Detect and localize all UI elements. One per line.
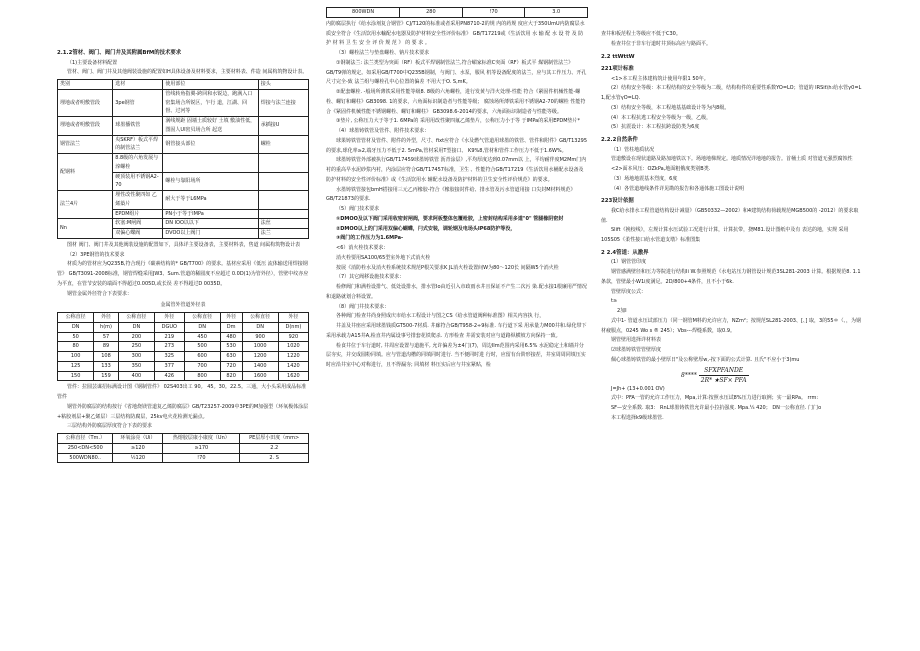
table-cell: 150 xyxy=(58,371,94,381)
table-cell xyxy=(258,154,308,173)
table-cell: 央SKRF）板式平焊的制管法兰 xyxy=(113,135,163,154)
table-cell: 1600 xyxy=(242,371,278,381)
table-cell: 280 xyxy=(400,8,463,18)
paragraph: 钢管感满壁径和压力等院进行结构Ii W.参照规范《水电站压力钢管设计规范3SL281-2003 计算。根据规范8. 1.1条款，管壁最小W1i度满足。2D/800+4条件，且不小于6k. xyxy=(601,269,861,285)
paragraph: 检食井位于车行道时, 井周应设置与道施平, 允许偏差为±4门(7)，周边IIm范围内采用6.5% 水泥稳定土和墙并分层夯实，并交成圆粉同填。应与管道沟槽的同填同时进行. 当不便同时进 行时，应留有台阶形接茬，井室周周同填压实时应沿井室中心对称进行，且不得漏夯; 同填材 料压实后应与井室紧贴，检 xyxy=(326,342,586,368)
table-row xyxy=(58,443,309,453)
table-header: DGUO xyxy=(155,322,184,332)
table-row xyxy=(58,191,309,210)
table-header: 公称直径 xyxy=(242,313,278,323)
table-row xyxy=(58,371,309,381)
table-cell: 400 xyxy=(118,371,154,381)
table-cell: 1200 xyxy=(242,352,278,362)
table-header: DN xyxy=(242,322,278,332)
table-cell: 承插接U xyxy=(258,117,308,136)
formula-fraction xyxy=(699,366,749,385)
table-cell xyxy=(163,154,258,173)
table-header: Dm xyxy=(220,322,242,332)
paragraph: 球果铸铁管管材及管件、附件的外型，尺寸、fixt应符合《水及燃气管道用球墨的铁管、管件和附件》GB/T13295的要求,球化率≥2,端牙压力不低于2. 5mPa,管材采用T型接口、 K9%8,管材和管件工作压力不低于1.6W%。 xyxy=(326,137,588,154)
table-cell: DVOO以上阀门 xyxy=(163,229,258,239)
paragraph: 式中1- 管道水压试部压力（同一钢管M料的允许应力，NZm²；按规范SL281-2003、[、] 取，3的55＊（、，为钢材疲服点，0245 Wo s ® 245）；Vbs---焊缝系数，取0.9。 xyxy=(601,317,861,334)
table-cell: 2.2 xyxy=(240,443,309,453)
coating-thickness-table xyxy=(57,433,309,463)
table-header-row xyxy=(58,434,309,444)
table-cell: 3pe钢管 xyxy=(113,89,163,116)
paragraph: 内防腐层执行《给水涂剂复合钢管》CJ/T120的标准或者采用PN8710-2的规 内的药规 度应大于350UmU内防腐层水质安全符合《生活饮用水輸配水电器及防护材料安全性评价标准》 GB/T17219或《生活饮用 水 输 配 水 设 符 及 防 护 材 料 卫 生 安 全 评 价 规 范 》 的 要 求 。 xyxy=(326,20,585,47)
table-cell: 螺栓 xyxy=(258,135,308,154)
table-cell: 426 xyxy=(155,371,184,381)
table-cell: 1420 xyxy=(278,361,308,371)
paragraph: 水墨铸铁管接包bmH搭接用三元乙丙橡胶-符合《橡胶接封件给、排水管及污水管道用接 口尖封M材料规范》GB/T21873的要求. xyxy=(326,186,576,203)
table-row xyxy=(58,332,309,342)
table-header: 类别 xyxy=(58,80,113,90)
table-cell: 450 xyxy=(184,332,220,342)
formula-numerator: SFXPFANDE xyxy=(699,366,749,376)
table-header: DN xyxy=(118,322,154,332)
paragraph: 式中：PFA一管的允许工作压力，Mpa,计算:按照水压试8%压力进行取例；实一最RPa。 rrm: xyxy=(611,395,819,402)
wall-thickness-formula xyxy=(601,366,863,385)
paragraph: ②DMOO以上的门采用双偏心蝴蝶，闩式安装，调轮钢及电场头IP68防护等没， xyxy=(336,225,516,232)
table-row xyxy=(58,352,309,362)
paragraph: （3）场地地震基本烈度，6度 xyxy=(611,175,678,182)
table-header: 公称直径 xyxy=(58,313,94,323)
table-cell: 埋地或者明敷管段 xyxy=(58,89,113,116)
table-cell: 软塞:M闸阀 xyxy=(113,219,163,229)
column-middle xyxy=(326,6,588,371)
formula-line: t≥ xyxy=(611,298,618,305)
subheading: ⑵球墨铸铁管管壁厚度 xyxy=(611,347,662,354)
material-config-table xyxy=(57,79,309,239)
table-cell: ≥170 xyxy=(163,443,240,453)
table-row xyxy=(58,117,309,136)
table-cell: !70 xyxy=(163,453,240,463)
table-cell: PN小于等于IMPa xyxy=(163,209,258,219)
table-header: 外径 xyxy=(155,313,184,323)
subheading: （2）3PE钢管的技术要求 xyxy=(67,251,125,258)
table-cell xyxy=(258,191,308,210)
table-cell: 700 xyxy=(184,361,220,371)
paragraph: Slift《挽校线》，左规计算水压试验工况进行计算，计算抗带，挠M81.设计图纸中及有 表达的地，实规 采用105S05《柔性接口给水管道支墩》标准图集 xyxy=(601,227,849,244)
paragraph: ①DMOO及以下阀门采用收密封闸阀，要求阿板整体包覆枪胶，上密封结构采用多道"0" 管腿橡阴密封 xyxy=(336,215,564,222)
table-cell: 1620 xyxy=(278,371,308,381)
paragraph: 管道敷设在现状道路及路加地铁以下。场地地梯规定。地质情况详地地的报告。首桶土质 对管道无强烈腐蚀性 xyxy=(611,156,853,163)
table-cell: 300 xyxy=(118,352,154,362)
paragraph: 消火栓要用SA100/65型室外地下式消火栓 xyxy=(336,254,431,261)
table-cell: 满线规距 固墙土质较好 土填 敷油性低，图固人UI密贝场合所 起送 xyxy=(163,117,258,136)
table-cell xyxy=(258,209,308,219)
table-cell: 1400 xyxy=(242,361,278,371)
paragraph: 我C给水排水工程管道结构设计减量》（GB50332—2002）和4建筑结构荷载规范MGB500的 -2012）的要求取值. xyxy=(601,207,859,224)
pipe-diameter-table xyxy=(57,312,309,381)
table-cell: 89 xyxy=(94,342,119,352)
table-cell: 920 xyxy=(278,332,308,342)
section-heading: 2.2.2自然条件 xyxy=(601,137,638,144)
section-heading: 223设计依据 xyxy=(601,198,634,205)
paragraph: SF—安全系数. 取3： RnL球墨铸铁管允许最小拉抗强度. Mpa.¼ 420； DN一公称直径. 门门o xyxy=(611,405,822,412)
subheading: （4）球墨铸铁管及管件、附件技术要求： xyxy=(336,128,430,134)
table-cell: 250 xyxy=(118,342,154,352)
table-header-row xyxy=(58,313,309,323)
table-row xyxy=(58,453,309,463)
subheading: （1)主要设备材料配置 xyxy=(67,59,118,66)
table-cell: 100 xyxy=(58,352,94,362)
table-cell: EPDM组片 xyxy=(113,209,163,219)
table-row xyxy=(58,89,309,116)
paragraph: (5）抗震设计：本工程抗跨设防类为6度 xyxy=(611,124,700,131)
table-cell: 273 xyxy=(155,342,184,352)
paragraph: (3）结构安全等级，本工程地基基础设计等为内8级。 xyxy=(611,104,730,111)
table-cell: 480 xyxy=(220,332,242,342)
table-cell: 108 xyxy=(94,352,119,362)
table-cell: 630 xyxy=(220,352,242,362)
table-cell: 500 xyxy=(184,342,220,352)
table-header: 外径 xyxy=(220,313,242,323)
table-cell: 钢管法兰 xyxy=(58,135,113,154)
paragraph: 检查井位于非车行道时井顶标高应与路面平。 xyxy=(611,40,712,47)
paragraph: 球墨铸铁管外部被执行GB/T17459球墨铸铁管 沥青涂层》,平均厚度达到0.07mm以 上，平均耐伴度M2Mm门内衬的重高早水泥砂浆内衬，内涂层应符合GB/T17457标准，卫生 、性能符合GB/T17219《生活饮用水桶配水设备及防护材料的安全性评价标准》或《生活饮用水 辅配水设备及防护材料的卫生安全性评价规范》的要求。 xyxy=(326,157,587,183)
table-cell: 球墨播铁管 xyxy=(113,117,163,136)
table-cell: 900 xyxy=(242,332,278,342)
table-cell: 螺栓与靠阳场所 xyxy=(163,172,258,191)
table-caption: 金属管外管道外径表 xyxy=(160,302,206,309)
table-row xyxy=(58,135,309,154)
table-header: 外径 xyxy=(94,313,119,323)
table-cell: 法兰4片 xyxy=(58,191,113,219)
section-heading: 2.2 ttWttW xyxy=(601,53,635,60)
table-cell: 820 xyxy=(220,371,242,381)
paragraph: 管材、阀门、阀门井及其他阀装设施的配置如H具体设备及材料要求，主要材料表、件造 间属构筑物设计表。 xyxy=(67,69,308,76)
paragraph: (4）本工程抗逃工程安全等级为一级，乙级， xyxy=(611,114,712,121)
paragraph: 图材 阀门、阀门井及其他阀装设施的配置如下，具体详主要设备表，主要材料表，售道 间属构筑物设计表 xyxy=(67,241,301,248)
paragraph: ②配套螺栓. -般场所薄铁采用性能等级8. 8级的六角螺栓，进行发黄与洋火处理-性能 符合《紧固件机械性能-螺栓、螺钉和螺柱》GB3098. 1的要求，六角面标识制造者与性能等级； 腐蚀场所薄铁采用不锈钢A2-70的螺栓 性能符合《紧固件机械性能不锈钢螺栓、螺钉和螺柱》 GB3098.6-2014的要求，六角面标识制造者与性能等级。 xyxy=(326,89,586,115)
paragraph: 井盖及井座应采用球墨钱质GT500-7材质. 井廊符合GB/T958-2÷9标准. 车行道下采 用承量力M00井和.绿化带下采用承载力A15井A,检直井内属设事号排套花铁爬杀. 方形检查 井需安装对应与道路纵横坡方向保持一致。 xyxy=(326,323,587,339)
table-row xyxy=(327,8,588,18)
table-header: 公称直径 xyxy=(184,313,220,323)
table-header: h(m) xyxy=(94,322,119,332)
formula-line: 2加I xyxy=(617,308,627,315)
table-cell: 法兰 xyxy=(258,229,308,239)
table-header: 环氧涂亮（Ui） xyxy=(113,434,163,444)
subheading: （3）螺栓法兰与垫盘螺栓、钠片技术要求 xyxy=(336,50,430,56)
paragraph: 佩心球墨铸铁管的最小壁厚日"及公称壁厚w,-按下面的公式计算. 且氏"不应小于3(mu xyxy=(611,356,800,363)
table-header: D(nm) xyxy=(278,322,308,332)
paragraph: ③阀门的工作压力为1.6MPa- xyxy=(336,235,404,242)
table-row xyxy=(58,154,309,173)
table-cell: ≥120 xyxy=(113,443,163,453)
table-cell: 350 xyxy=(118,361,154,371)
table-cell: 600 xyxy=(184,352,220,362)
subheading: （5）阀门技术要求 xyxy=(336,206,380,212)
table-cell: 硬顶装用不锈钢A2-70 xyxy=(113,172,163,191)
table-cell: 配钢料 xyxy=(58,154,113,191)
table-cell: 800WDN xyxy=(327,8,400,18)
table-cell: 埋性改性聚四如 乙烯築片 xyxy=(113,191,163,210)
formula-denominator: 2R* ★SF× PFA xyxy=(700,376,747,384)
section-heading: 2.1.2管材、阀门、阀门井及其附属BfM的技术要求 xyxy=(57,50,182,56)
table-cell: 500WDN80.. xyxy=(58,453,113,463)
table-cell: 200 xyxy=(118,332,154,342)
paragraph: 钢管外防腐层的结构按行《省地烧镁管道复乙烯防腐层》GB/T23257-2009中3PE的M加强型（环氧极体涂层+粘胶剂层+聚乙烯层）三层结构防腐层，25kv电火花检测无漏点。 xyxy=(57,403,309,420)
paragraph: 各种阀门检查井尚身照成庆市给水工程设计与图之CS《给水管道阀种标准图》相关内容执 行， xyxy=(336,313,545,320)
column-left xyxy=(57,46,309,465)
table-cell: 125 xyxy=(58,361,94,371)
table-cell: 8.8级的六角发展与淳螺栓 xyxy=(113,154,163,173)
paragraph: 钢管金属外径符合下表要求： xyxy=(67,290,133,297)
table-cell: 1020 xyxy=(278,342,308,352)
table-header: 接头 xyxy=(258,80,308,90)
subheading: <6）消火栓技术要求： xyxy=(336,245,389,251)
table-cell: 1220 xyxy=(278,352,308,362)
coating-thickness-table-continued xyxy=(326,7,588,18)
table-cell: 80 xyxy=(58,342,94,352)
table-row xyxy=(58,342,309,352)
table-header: DN xyxy=(58,322,94,332)
subheading: （7）其它阀移设施技术要求： xyxy=(336,274,405,281)
table-cell: DN IOO以以下 xyxy=(163,219,258,229)
table-cell: 57 xyxy=(94,332,119,342)
section-heading: 2 2.4管道：从激界 xyxy=(601,249,649,256)
table-header: 使用部位 xyxy=(163,80,258,90)
table-header: 热熔胶层康小康度（Un） xyxy=(163,434,240,444)
table-header: 公称直径（Tm.） xyxy=(58,434,113,444)
column-right xyxy=(601,30,863,424)
table-row xyxy=(58,361,309,371)
table-cell: 159 xyxy=(94,371,119,381)
table-header: 外径 xyxy=(278,313,308,323)
table-cell: 管线转角指翼-跨回和水锐边，跑满入口密集场合所锐区，乍行 道，江湖、回督、过河等 xyxy=(163,89,258,116)
table-header: 公称直径 xyxy=(118,313,154,323)
table-header: 选材 xyxy=(113,80,163,90)
table-cell: 耐大于等于L6MPa xyxy=(163,191,258,210)
subheading: （8）阀门井技术要求： xyxy=(336,303,390,310)
paragraph: 三层结构外防腐层厚度符合下表的要求 xyxy=(67,423,153,430)
table-cell: !70 xyxy=(462,8,525,18)
table-cell: 2. S xyxy=(240,453,309,463)
paragraph: 材质为的管材应为Q235B,符合现行《碳素结构的* GB/T700》的要求。基材应采用《低压 流体输送用焊接钢管》 GB/T3091-2008标准，钢管焊缝采用JW3、Sum.管道的稀圆度不应超过 0.0D(1)为管外径），管壁中纹亦应为平直，在管节安装的端面不得超过0.005D,或长误 差不得超过D 0035D。 xyxy=(57,261,309,287)
table-cell: 219 xyxy=(155,332,184,342)
table-header-row xyxy=(58,80,309,90)
table-header-row xyxy=(58,322,309,332)
table-header: PE层厚小田度（mm> xyxy=(240,434,309,444)
paragraph: 查井和板范程土等级应不低于C30。 xyxy=(601,31,681,37)
paragraph: J=Jh+ (13+0.001 OV) xyxy=(611,385,665,392)
table-cell: 3.0 xyxy=(525,8,588,18)
formula-lead: 8**** xyxy=(681,371,697,379)
table-cell: 720 xyxy=(220,361,242,371)
table-cell: 133 xyxy=(94,361,119,371)
table-cell: 钢管接头部位 xyxy=(163,135,258,154)
table-cell: ½120 xyxy=(113,453,163,463)
paragraph: 本工程选择k9级球墨管. xyxy=(611,414,664,421)
paragraph: (2）结构安全等级：本工程结构的安全等级为二级，结构构件的重要性系数YO=LO；管道的 IRSit\h:给水管γ0=L 1,配水管γO=LQ. xyxy=(601,85,862,102)
paragraph: ③垫片, 公称压力大于等于1. 6MPa的 采用用改性聚四氟乙烯垫片，公称压力小于等 于IMPa的采用EPDM垫片* xyxy=(336,118,581,125)
subheading: (1）钢管管印度 xyxy=(611,259,647,266)
subheading: （1）管柱地质状况 xyxy=(611,146,655,153)
table-cell: 377 xyxy=(155,361,184,371)
paragraph: <2>面本风压：OZkPa,地面粗俄度类别B类. xyxy=(611,166,711,173)
table-cell: 50 xyxy=(58,332,94,342)
paragraph: <1>本工程主体建构筑计使用年限1 50年。 xyxy=(611,75,709,82)
table-cell: 325 xyxy=(155,352,184,362)
paragraph: ①钢制法兰: 法兰类型为突面（RF）板式平焊钢制管法兰,符合嵋家标准C突面（RF）板式平 煤钢制管法兰》GB/T9弹的规定。如采用GB/T700中Q235B钢制，与阀门、水泵，服风 机等设备配度的法兰，应与其工作压力、开孔尺寸完全-致 法兰组与螺栓孔中心位置的偏差 不用大于O. S,mK。 xyxy=(326,59,587,86)
table-cell: Nn xyxy=(58,219,113,239)
paragraph: （4）各管道地线条件详见勘的报告和各通体施工图设计说明 xyxy=(611,185,745,192)
table-cell xyxy=(258,172,308,191)
section-heading: 221项计标准 xyxy=(601,66,634,73)
table-cell: 法丝 xyxy=(258,219,308,229)
table-cell: 800 xyxy=(184,371,220,381)
table-cell: 530 xyxy=(220,342,242,352)
table-cell: 1000 xyxy=(242,342,278,352)
table-cell: 焊接与法兰连接 xyxy=(258,89,308,116)
table-header: DN xyxy=(184,322,220,332)
table-row xyxy=(58,219,309,229)
paragraph: 管壁厚度公式： xyxy=(611,288,647,295)
table-cell: 双偏心蝶阀 xyxy=(113,229,163,239)
paragraph: 按展《消防栓水及消火栓系统技术规范P根关要求K JL消火栓设置间W为80～120长 间隔W5个消火栓 xyxy=(336,264,559,271)
paragraph: 检修阀门和满栓设排气、低处设排水，排水管Io由近引入市政雨水井且保证不产生二次污 染.配水接1根廉用严情况和退路就划合料设置。 xyxy=(326,284,587,300)
table-cell: 250<DN<500 xyxy=(58,443,113,453)
paragraph: 管件：拉圆芸谋招标满设计图《钢制管件》 02S403出工 90。 45。30。22.5。三通，大小头采用成品标准管件 xyxy=(57,384,307,401)
paragraph: 钢管壁用选择详材料表 xyxy=(611,337,662,344)
table-cell: 埋地或者明敷管段 xyxy=(58,117,113,136)
